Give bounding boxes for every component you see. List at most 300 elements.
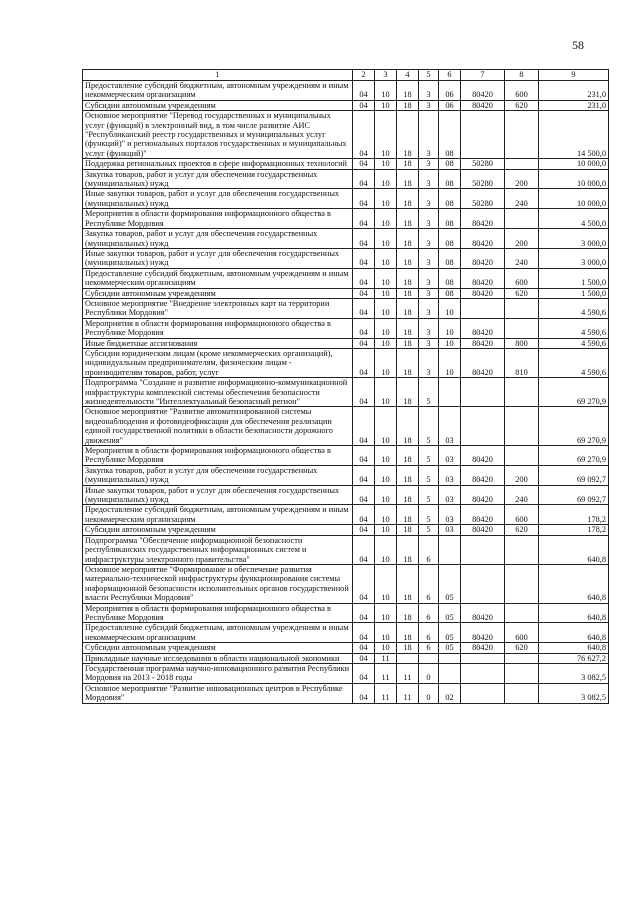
row-code: 10 xyxy=(375,348,397,377)
row-description: Закупка товаров, работ и услуг для обеспечения государственных (муниципальных) нужд xyxy=(83,169,353,189)
row-code: 3 xyxy=(419,81,439,101)
table-row xyxy=(83,268,609,288)
row-code: 03 xyxy=(439,485,461,505)
row-code: 10 xyxy=(375,318,397,338)
row-amount: 3 082,5 xyxy=(539,683,609,703)
table-row xyxy=(83,643,609,653)
row-code: 10 xyxy=(375,505,397,525)
row-amount: 4 590,6 xyxy=(539,338,609,348)
row-code: 04 xyxy=(353,248,375,268)
table-row xyxy=(83,378,609,407)
row-code: 08 xyxy=(439,189,461,209)
row-code: 80420 xyxy=(461,100,505,110)
row-code: 04 xyxy=(353,159,375,169)
row-code: 05 xyxy=(439,643,461,653)
row-code: 240 xyxy=(505,248,539,268)
table-row xyxy=(83,505,609,525)
row-description: Основное мероприятие "Формирование и обеспечение развития материально-технической инфраструктуры функционирования системы информационной безопасности исполнительных органов государственной власти Республики Мордовия" xyxy=(83,564,353,603)
row-code: 18 xyxy=(397,288,419,298)
row-code: 5 xyxy=(419,407,439,446)
row-code: 10 xyxy=(375,446,397,466)
row-code: 18 xyxy=(397,248,419,268)
row-code: 06 xyxy=(439,100,461,110)
row-amount: 3 082,5 xyxy=(539,663,609,683)
row-code: 50280 xyxy=(461,169,505,189)
row-code xyxy=(461,407,505,446)
table-row xyxy=(83,81,609,101)
row-code: 3 xyxy=(419,268,439,288)
budget-table xyxy=(82,69,609,704)
row-code: 80420 xyxy=(461,505,505,525)
table-row xyxy=(83,318,609,338)
row-code: 18 xyxy=(397,564,419,603)
row-code xyxy=(505,653,539,663)
row-code xyxy=(439,535,461,564)
row-code: 18 xyxy=(397,268,419,288)
row-code: 08 xyxy=(439,111,461,159)
row-code: 10 xyxy=(375,229,397,249)
row-code xyxy=(505,407,539,446)
row-amount: 4 590,6 xyxy=(539,298,609,318)
row-code: 10 xyxy=(375,81,397,101)
row-code: 3 xyxy=(419,111,439,159)
row-code: 5 xyxy=(419,505,439,525)
row-description: Основное мероприятие "Развитие автоматизированной системы видеонаблюдения и фотовидеофиксации для обеспечения реализации единой государственной политики в области безопасности дорожного движения" xyxy=(83,407,353,446)
row-code xyxy=(461,111,505,159)
row-amount: 3 000,0 xyxy=(539,248,609,268)
row-code: 10 xyxy=(375,268,397,288)
row-code: 10 xyxy=(375,100,397,110)
row-description: Мероприятия в области формирования информационного общества в Республике Мордовия xyxy=(83,209,353,229)
row-code xyxy=(505,111,539,159)
row-code: 10 xyxy=(375,603,397,623)
row-code: 5 xyxy=(419,525,439,535)
row-code: 18 xyxy=(397,525,419,535)
row-description: Закупка товаров, работ и услуг для обеспечения государственных (муниципальных) нужд xyxy=(83,229,353,249)
table-row xyxy=(83,465,609,485)
row-description: Мероприятия в области формирования информационного общества в Республике Мордовия xyxy=(83,318,353,338)
row-amount: 14 500,0 xyxy=(539,111,609,159)
row-code: 10 xyxy=(439,338,461,348)
row-code xyxy=(439,653,461,663)
row-code: 6 xyxy=(419,603,439,623)
row-description: Субсидии автономным учреждениям xyxy=(83,525,353,535)
header-cell: 8 xyxy=(505,70,539,81)
row-code: 18 xyxy=(397,100,419,110)
row-code: 3 xyxy=(419,248,439,268)
row-code: 04 xyxy=(353,653,375,663)
row-code: 10 xyxy=(375,623,397,643)
table-body xyxy=(83,81,609,704)
row-code: 04 xyxy=(353,81,375,101)
row-amount: 640,8 xyxy=(539,623,609,643)
row-amount: 640,8 xyxy=(539,535,609,564)
row-amount: 69 270,9 xyxy=(539,446,609,466)
table-row xyxy=(83,603,609,623)
row-code: 600 xyxy=(505,268,539,288)
row-code: 600 xyxy=(505,505,539,525)
row-code: 18 xyxy=(397,318,419,338)
row-code: 03 xyxy=(439,505,461,525)
header-row xyxy=(83,70,609,81)
row-code: 6 xyxy=(419,564,439,603)
row-amount: 69 270,9 xyxy=(539,378,609,407)
row-code xyxy=(505,603,539,623)
row-code: 18 xyxy=(397,643,419,653)
row-code: 18 xyxy=(397,623,419,643)
row-code: 04 xyxy=(353,535,375,564)
row-amount: 178,2 xyxy=(539,525,609,535)
row-description: Государственная программа научно-инновационного развития Республики Мордовия на 2013 - 2018 годы xyxy=(83,663,353,683)
table-row xyxy=(83,407,609,446)
row-amount: 10 000,0 xyxy=(539,159,609,169)
row-code: 10 xyxy=(375,407,397,446)
row-code: 04 xyxy=(353,169,375,189)
row-code: 80420 xyxy=(461,348,505,377)
row-description: Иные закупки товаров, работ и услуг для обеспечения государственных (муниципальных) нужд xyxy=(83,189,353,209)
row-code: 10 xyxy=(375,485,397,505)
row-code: 08 xyxy=(439,209,461,229)
row-code: 620 xyxy=(505,288,539,298)
table-row xyxy=(83,338,609,348)
row-amount: 640,8 xyxy=(539,643,609,653)
row-code: 80420 xyxy=(461,229,505,249)
row-code: 02 xyxy=(439,683,461,703)
row-code: 200 xyxy=(505,465,539,485)
row-description: Субсидии автономным учреждениям xyxy=(83,100,353,110)
row-code: 08 xyxy=(439,268,461,288)
row-description: Субсидии автономным учреждениям xyxy=(83,643,353,653)
row-code: 05 xyxy=(439,623,461,643)
row-code: 80420 xyxy=(461,288,505,298)
row-code: 04 xyxy=(353,603,375,623)
row-description: Предоставление субсидий бюджетным, автономным учреждениям и иным некоммерческим организациям xyxy=(83,81,353,101)
row-code: 18 xyxy=(397,209,419,229)
row-code: 200 xyxy=(505,229,539,249)
row-code: 04 xyxy=(353,643,375,653)
table-row xyxy=(83,446,609,466)
row-code: 08 xyxy=(439,248,461,268)
row-description: Подпрограмма "Обеспечение информационной безопасности республиканских государственных информационных систем и инфраструктуры электронного правительства" xyxy=(83,535,353,564)
row-code: 80420 xyxy=(461,623,505,643)
row-code: 18 xyxy=(397,338,419,348)
table-row xyxy=(83,100,609,110)
row-code: 18 xyxy=(397,189,419,209)
row-code: 600 xyxy=(505,81,539,101)
row-code xyxy=(461,564,505,603)
row-code: 10 xyxy=(439,298,461,318)
row-description: Предоставление субсидий бюджетным, автономным учреждениям и иным некоммерческим организациям xyxy=(83,505,353,525)
row-code: 08 xyxy=(439,288,461,298)
row-amount: 231,0 xyxy=(539,81,609,101)
row-code: 80420 xyxy=(461,485,505,505)
row-code: 04 xyxy=(353,229,375,249)
row-description: Предоставление субсидий бюджетным, автономным учреждениям и иным некоммерческим организациям xyxy=(83,623,353,643)
row-code: 10 xyxy=(375,525,397,535)
row-code: 18 xyxy=(397,81,419,101)
row-code: 18 xyxy=(397,298,419,318)
row-code: 10 xyxy=(375,338,397,348)
row-description: Иные бюджетные ассигнования xyxy=(83,338,353,348)
row-code: 03 xyxy=(439,465,461,485)
header-cell: 3 xyxy=(375,70,397,81)
row-code: 80420 xyxy=(461,525,505,535)
row-code: 04 xyxy=(353,485,375,505)
row-description: Мероприятия в области формирования информационного общества в Республике Мордовия xyxy=(83,603,353,623)
row-code: 04 xyxy=(353,407,375,446)
row-code: 600 xyxy=(505,623,539,643)
row-code: 04 xyxy=(353,209,375,229)
row-description: Мероприятия в области формирования информационного общества в Республике Мордовия xyxy=(83,446,353,466)
row-description: Основное мероприятие "Перевод государственных и муниципальных услуг (функций) в электронный вид, в том числе развитие АИС "Республиканский реестр государственных и муниципальных услуг (функций)" и региональных порталов государственных и муниципальных услуг (функций)" xyxy=(83,111,353,159)
table-row xyxy=(83,169,609,189)
row-description: Прикладные научные исследования в области национальной экономики xyxy=(83,653,353,663)
row-code: 18 xyxy=(397,485,419,505)
row-code: 6 xyxy=(419,623,439,643)
row-code xyxy=(461,298,505,318)
row-code: 04 xyxy=(353,318,375,338)
row-code xyxy=(419,653,439,663)
row-code: 10 xyxy=(375,189,397,209)
row-code: 800 xyxy=(505,338,539,348)
row-description: Субсидии юридическим лицам (кроме некоммерческих организаций), индивидуальным предпринимателям, физическим лицам - производителям товаров, работ, услуг xyxy=(83,348,353,377)
row-code xyxy=(439,378,461,407)
row-code xyxy=(397,653,419,663)
row-code xyxy=(461,378,505,407)
row-code: 10 xyxy=(375,248,397,268)
row-code: 5 xyxy=(419,465,439,485)
row-code xyxy=(505,535,539,564)
row-code: 3 xyxy=(419,229,439,249)
header-cell: 6 xyxy=(439,70,461,81)
row-code xyxy=(505,378,539,407)
row-code: 10 xyxy=(375,298,397,318)
row-code: 04 xyxy=(353,505,375,525)
row-code: 04 xyxy=(353,298,375,318)
row-code: 18 xyxy=(397,111,419,159)
row-code: 04 xyxy=(353,683,375,703)
row-code: 04 xyxy=(353,111,375,159)
row-code: 18 xyxy=(397,603,419,623)
row-code: 10 xyxy=(375,378,397,407)
row-code: 5 xyxy=(419,485,439,505)
row-code: 3 xyxy=(419,169,439,189)
row-code xyxy=(505,209,539,229)
row-code: 08 xyxy=(439,169,461,189)
row-code: 5 xyxy=(419,378,439,407)
row-code: 10 xyxy=(375,564,397,603)
row-code: 3 xyxy=(419,318,439,338)
row-code: 3 xyxy=(419,348,439,377)
header-cell: 7 xyxy=(461,70,505,81)
table-row xyxy=(83,111,609,159)
row-code: 80420 xyxy=(461,318,505,338)
table-row xyxy=(83,653,609,663)
row-amount: 4 590,6 xyxy=(539,348,609,377)
row-description: Субсидии автономным учреждениям xyxy=(83,288,353,298)
row-code: 80420 xyxy=(461,268,505,288)
table-row xyxy=(83,564,609,603)
table-row xyxy=(83,229,609,249)
row-code: 04 xyxy=(353,338,375,348)
row-code xyxy=(461,653,505,663)
table-row xyxy=(83,248,609,268)
row-code xyxy=(439,663,461,683)
row-amount: 3 000,0 xyxy=(539,229,609,249)
row-code: 80420 xyxy=(461,643,505,653)
row-code: 18 xyxy=(397,229,419,249)
header-cell: 4 xyxy=(397,70,419,81)
row-code: 18 xyxy=(397,465,419,485)
row-code xyxy=(461,683,505,703)
row-code: 10 xyxy=(375,111,397,159)
row-amount: 1 500,0 xyxy=(539,268,609,288)
row-code: 3 xyxy=(419,288,439,298)
row-code: 04 xyxy=(353,348,375,377)
row-code: 03 xyxy=(439,407,461,446)
row-code: 05 xyxy=(439,564,461,603)
row-code: 18 xyxy=(397,407,419,446)
row-code: 18 xyxy=(397,159,419,169)
row-description: Предоставление субсидий бюджетным, автономным учреждениям и иным некоммерческим организациям xyxy=(83,268,353,288)
row-code: 18 xyxy=(397,169,419,189)
row-description: Поддержка региональных проектов в сфере информационных технологий xyxy=(83,159,353,169)
row-code: 80420 xyxy=(461,446,505,466)
header-cell: 2 xyxy=(353,70,375,81)
row-code: 10 xyxy=(375,465,397,485)
row-amount: 4 500,0 xyxy=(539,209,609,229)
row-code: 08 xyxy=(439,159,461,169)
row-description: Основное мероприятие "Внедрение электронных карт на территории Республики Мордовия" xyxy=(83,298,353,318)
row-code: 0 xyxy=(419,683,439,703)
row-code xyxy=(461,663,505,683)
row-code: 80420 xyxy=(461,209,505,229)
table-row xyxy=(83,209,609,229)
row-code: 3 xyxy=(419,189,439,209)
row-code: 08 xyxy=(439,229,461,249)
row-amount: 178,2 xyxy=(539,505,609,525)
row-code: 620 xyxy=(505,525,539,535)
row-code: 3 xyxy=(419,100,439,110)
table-row xyxy=(83,683,609,703)
row-code: 10 xyxy=(375,288,397,298)
row-amount: 69 092,7 xyxy=(539,485,609,505)
row-code xyxy=(461,535,505,564)
row-amount: 231,0 xyxy=(539,100,609,110)
row-code: 04 xyxy=(353,465,375,485)
table-row xyxy=(83,288,609,298)
row-code xyxy=(505,663,539,683)
table-row xyxy=(83,535,609,564)
row-code: 80420 xyxy=(461,603,505,623)
row-code: 240 xyxy=(505,189,539,209)
row-code: 10 xyxy=(375,159,397,169)
header-cell: 5 xyxy=(419,70,439,81)
table-row xyxy=(83,663,609,683)
row-code: 80420 xyxy=(461,81,505,101)
table-row xyxy=(83,189,609,209)
row-code: 10 xyxy=(375,169,397,189)
row-code: 04 xyxy=(353,189,375,209)
row-code xyxy=(505,298,539,318)
row-code: 04 xyxy=(353,268,375,288)
row-description: Иные закупки товаров, работ и услуг для обеспечения государственных (муниципальных) нужд xyxy=(83,248,353,268)
row-code: 04 xyxy=(353,378,375,407)
row-code: 11 xyxy=(375,663,397,683)
row-amount: 76 627,2 xyxy=(539,653,609,663)
row-code: 04 xyxy=(353,100,375,110)
row-code xyxy=(505,318,539,338)
row-code: 04 xyxy=(353,623,375,643)
row-code: 18 xyxy=(397,535,419,564)
table-row xyxy=(83,485,609,505)
table-row xyxy=(83,525,609,535)
row-code: 620 xyxy=(505,643,539,653)
row-code xyxy=(505,564,539,603)
row-code: 620 xyxy=(505,100,539,110)
row-code: 240 xyxy=(505,485,539,505)
row-code: 3 xyxy=(419,159,439,169)
row-code: 04 xyxy=(353,446,375,466)
row-code: 10 xyxy=(375,535,397,564)
row-amount: 69 092,7 xyxy=(539,465,609,485)
table-row xyxy=(83,348,609,377)
row-code: 810 xyxy=(505,348,539,377)
row-code: 11 xyxy=(397,663,419,683)
row-code: 18 xyxy=(397,378,419,407)
row-code: 6 xyxy=(419,643,439,653)
row-amount: 4 590,6 xyxy=(539,318,609,338)
header-cell: 1 xyxy=(83,70,353,81)
row-code xyxy=(505,683,539,703)
row-code: 11 xyxy=(375,653,397,663)
row-code: 3 xyxy=(419,209,439,229)
row-code: 3 xyxy=(419,338,439,348)
row-description: Основное мероприятие "Развитие инновационных центров в Республике Мордовия" xyxy=(83,683,353,703)
row-code: 18 xyxy=(397,446,419,466)
row-code: 18 xyxy=(397,348,419,377)
row-code: 04 xyxy=(353,525,375,535)
row-code: 11 xyxy=(397,683,419,703)
row-code: 04 xyxy=(353,288,375,298)
row-amount: 10 000,0 xyxy=(539,189,609,209)
table-row xyxy=(83,159,609,169)
row-code: 200 xyxy=(505,169,539,189)
row-code: 80420 xyxy=(461,465,505,485)
row-code: 11 xyxy=(375,683,397,703)
row-amount: 640,8 xyxy=(539,603,609,623)
row-code: 50280 xyxy=(461,159,505,169)
row-code: 10 xyxy=(375,643,397,653)
row-code: 10 xyxy=(439,348,461,377)
row-code: 3 xyxy=(419,298,439,318)
header-cell: 9 xyxy=(539,70,609,81)
table-row xyxy=(83,623,609,643)
row-description: Иные закупки товаров, работ и услуг для обеспечения государственных (муниципальных) нужд xyxy=(83,485,353,505)
row-code: 0 xyxy=(419,663,439,683)
row-code: 80420 xyxy=(461,338,505,348)
row-code: 03 xyxy=(439,525,461,535)
row-code: 04 xyxy=(353,564,375,603)
row-code: 80420 xyxy=(461,248,505,268)
row-code: 5 xyxy=(419,446,439,466)
row-code: 18 xyxy=(397,505,419,525)
row-code: 04 xyxy=(353,663,375,683)
row-code xyxy=(505,159,539,169)
row-code: 50280 xyxy=(461,189,505,209)
row-description: Закупка товаров, работ и услуг для обеспечения государственных (муниципальных) нужд xyxy=(83,465,353,485)
row-code: 10 xyxy=(439,318,461,338)
